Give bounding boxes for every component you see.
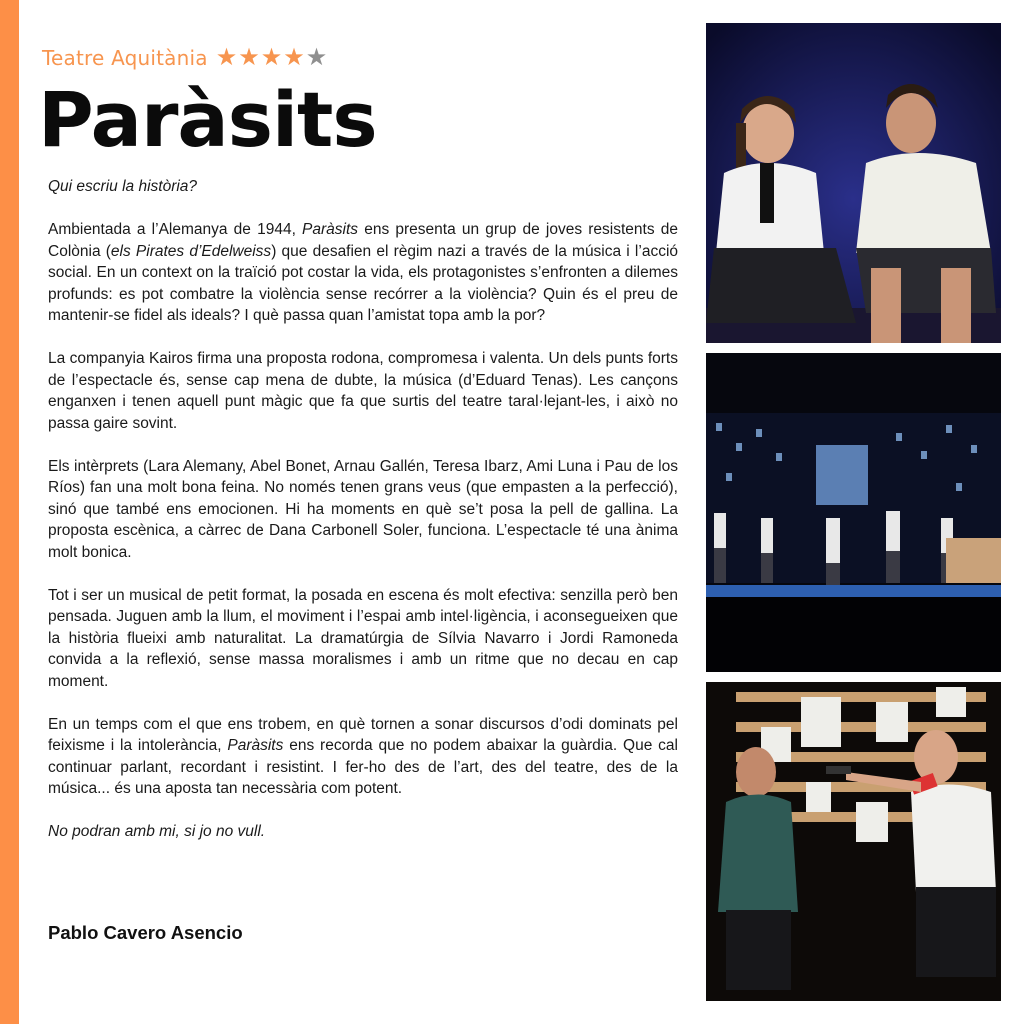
paragraph-3: Els intèrprets (Lara Alemany, Abel Bonet, Arnau Gallén, Teresa Ibarz, Ami Luna i Pau de los Ríos) fan una molt bona feina. No només tenen grans veus (que empasten a la perfecció), sinó que també ens emocionen. Hi ha moments en què se’t posa la pell de gallina. La proposta escènica, a càrrec de Dana Carbonell Soler, funciona. L’espectacle té una ànima molt bonica. [48, 457, 678, 561]
star-icon: ★ [215, 44, 238, 71]
stage-photo-confrontation-image [706, 682, 1001, 1001]
paragraph-2: La companyia Kairos firma una proposta rodona, compromesa i valenta. Un dels punts forts de l’espectacle és, sense cap mena de dubte, la música (d’Eduard Tenas). Les cançons enganxen i tenen aquell punt màgic que fa que surtis del teatre taral·lejant-les, i això no passa gaire sovint. [48, 350, 678, 432]
star-icon: ★ [238, 44, 260, 71]
paragraph-1: Ambientada a l’Alemanya de 1944, Paràsits ens presenta un grup de joves resistents de Colònia (els Pirates d’Edelweiss) que desafien el règim nazi a través de la música i l’acció social. En un context on la traïció pot costar la vida, els protagonistes s’enfronten a dilemes profunds: es pot combatre la violència sense recórrer a la violència? Quin és el preu de mantenir-se fidel als ideals? I què passa quan l’amistat topa amb la por? [48, 221, 679, 324]
stage-photo-duo [706, 23, 1001, 343]
star-icon: ★ [260, 44, 283, 71]
stage-photo-cast [706, 353, 1001, 672]
star-rating [216, 46, 328, 70]
stage-photo-cast-image [706, 353, 1001, 672]
closing-quote: No podran amb mi, si jo no vull. [48, 823, 266, 840]
paragraph-5: En un temps com el que ens trobem, en què tornen a sonar discursos d’odi dominats pel feixisme i la intolerància, Paràsits ens recorda que no podem abaixar la guàrdia. Que cal continuar parlant, recordant i resistint. I fer-ho des de l’art, des del teatre, des de la música... és una aposta tan necessària com potent. [48, 715, 678, 797]
paragraph-4: Tot i ser un musical de petit format, la posada en escena és molt efectiva: senzilla però ben pensada. Juguen amb la llum, el moviment i l’espai amb intel·ligència, i aconsegueixen que la història flueixi amb naturalitat. La dramatúrgia de Sílvia Navarro i Jordi Ramoneda convida a la reflexió, sense massa moralismes i amb un ritme que no decau en cap moment. [48, 586, 678, 690]
accent-bar [0, 0, 19, 1024]
author-name: Pablo Cavero Asencio [48, 922, 243, 943]
venue-rating-line [42, 44, 327, 72]
review-article [48, 176, 678, 864]
lead-question: Qui escriu la història? [48, 178, 198, 195]
venue-name: Teatre Aquitània [42, 46, 208, 70]
stage-photo-duo-image [706, 23, 1001, 343]
show-title: Paràsits [38, 75, 377, 164]
star-icon: ★ [305, 44, 328, 71]
star-icon: ★ [283, 44, 305, 71]
stage-photo-confrontation [706, 682, 1001, 1001]
